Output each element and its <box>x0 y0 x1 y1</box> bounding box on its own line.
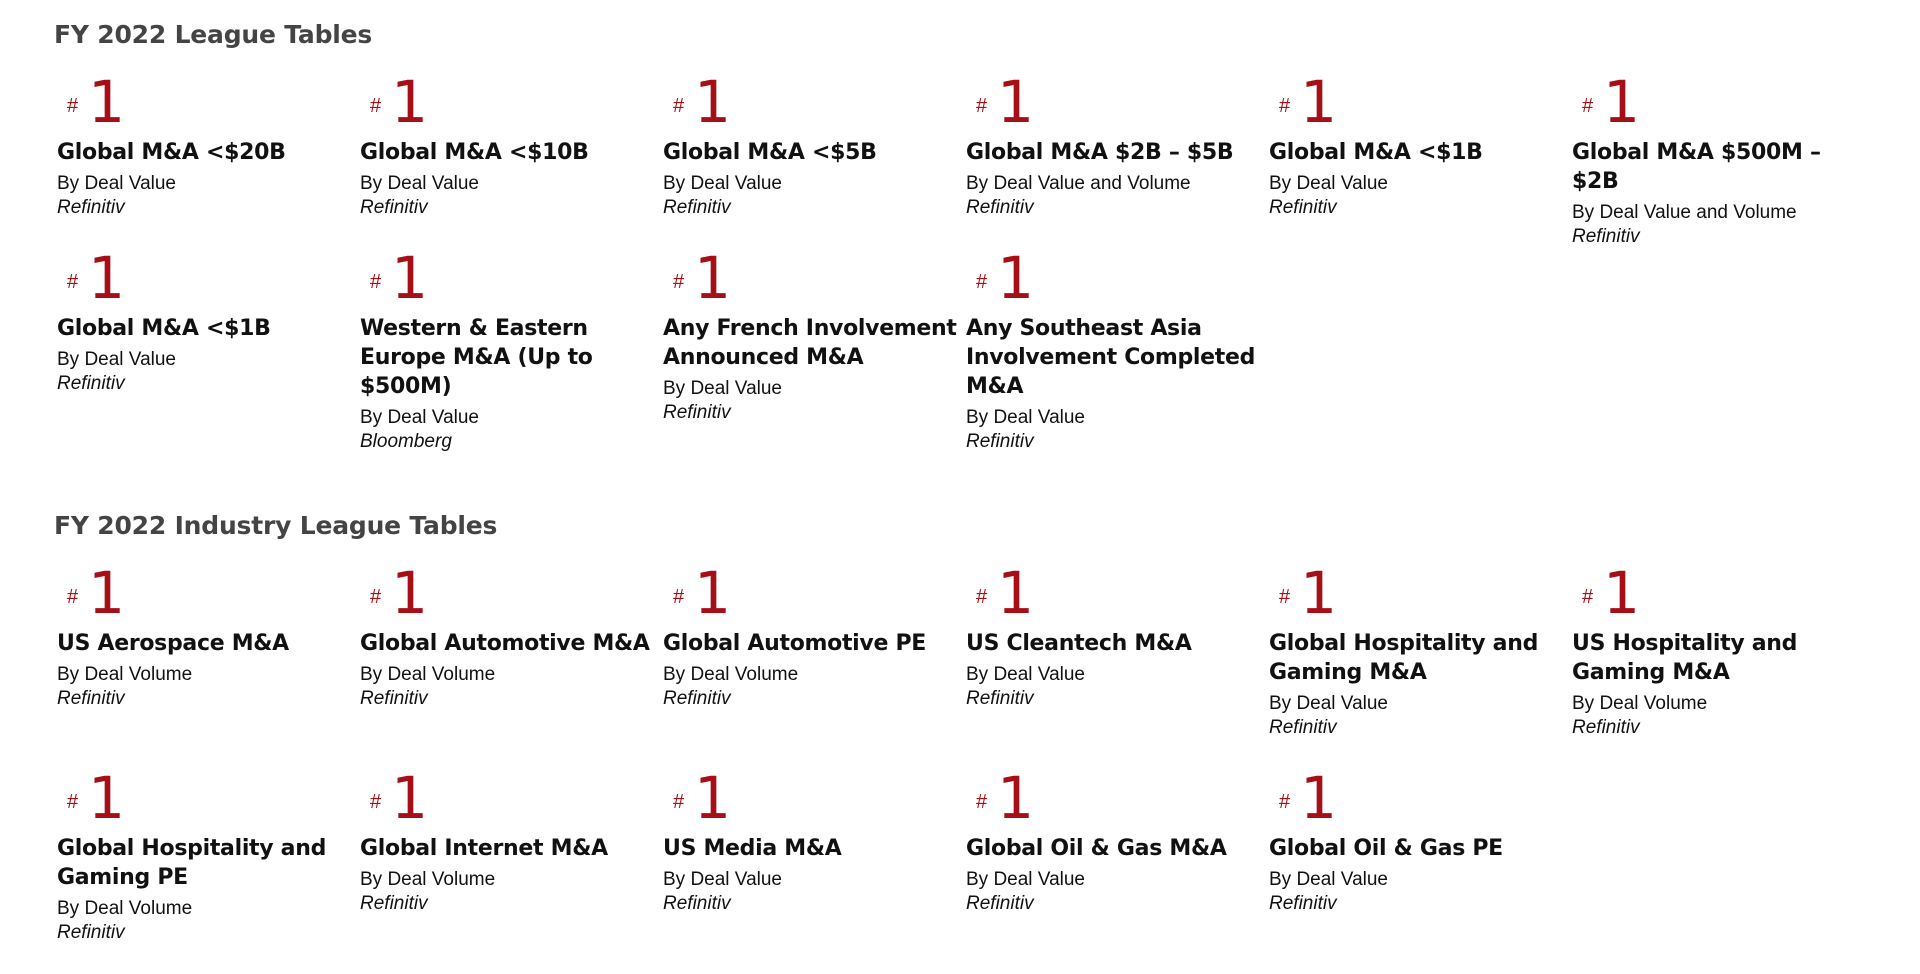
league-table-card <box>660 244 963 449</box>
card-title: Western & Eastern Europe M&A (Up to $500M) <box>360 316 593 399</box>
rank-badge <box>966 559 1266 627</box>
league-table-card <box>963 559 1266 769</box>
card-source: Refinitiv <box>360 688 428 709</box>
card-source: Refinitiv <box>663 688 731 709</box>
rank-badge <box>1572 559 1872 627</box>
rank-badge <box>57 764 357 832</box>
card-title: Global Oil & Gas PE <box>1269 836 1503 861</box>
league-table-card <box>963 68 1266 249</box>
card-source: Refinitiv <box>360 893 428 914</box>
rank-number: 1 <box>694 764 732 832</box>
card-source: Refinitiv <box>663 197 731 218</box>
rank-hash-symbol: # <box>673 791 685 813</box>
card-metric: By Deal Value <box>57 173 176 194</box>
card-title: US Hospitality and Gaming M&A <box>1572 631 1798 685</box>
card-source: Refinitiv <box>966 893 1034 914</box>
rank-hash-symbol: # <box>1279 791 1291 813</box>
card-source: Refinitiv <box>663 402 731 423</box>
card-source: Refinitiv <box>1572 717 1640 738</box>
card-title: Global Oil & Gas M&A <box>966 836 1227 861</box>
rank-hash-symbol: # <box>1582 586 1594 608</box>
league-table-card <box>357 68 660 249</box>
card-metric: By Deal Value <box>360 407 479 428</box>
card-metric: By Deal Value and Volume <box>966 173 1191 194</box>
rank-number: 1 <box>694 68 732 136</box>
league-table-card <box>660 559 963 769</box>
card-title: Global Internet M&A <box>360 836 608 861</box>
rank-badge <box>1269 559 1569 627</box>
rank-number: 1 <box>1300 559 1338 627</box>
card-source: Refinitiv <box>1572 226 1640 247</box>
card-title: Global M&A <$5B <box>663 140 877 165</box>
league-table-card <box>1266 764 1569 974</box>
rank-hash-symbol: # <box>1279 95 1291 117</box>
rank-hash-symbol: # <box>67 95 79 117</box>
rank-number: 1 <box>1300 764 1338 832</box>
card-title: Global M&A $2B – $5B <box>966 140 1234 165</box>
league-table-card <box>357 559 660 769</box>
rank-badge <box>966 68 1266 136</box>
card-metric: By Deal Value <box>663 378 782 399</box>
card-metric: By Deal Value <box>966 869 1085 890</box>
card-title: US Cleantech M&A <box>966 631 1192 656</box>
card-metric: By Deal Volume <box>360 664 496 685</box>
rank-hash-symbol: # <box>370 791 382 813</box>
card-metric: By Deal Value <box>663 869 782 890</box>
rank-hash-symbol: # <box>370 271 382 293</box>
rank-hash-symbol: # <box>673 95 685 117</box>
card-title: Global Hospitality and Gaming M&A <box>1269 631 1539 685</box>
card-source: Refinitiv <box>1269 197 1337 218</box>
card-title: Global M&A <$1B <box>1269 140 1483 165</box>
league-table-card <box>1266 559 1569 769</box>
rank-number: 1 <box>997 244 1035 312</box>
card-source: Refinitiv <box>360 197 428 218</box>
rank-hash-symbol: # <box>673 271 685 293</box>
rank-badge <box>1269 764 1569 832</box>
league-table-card <box>660 764 963 974</box>
rank-hash-symbol: # <box>976 271 988 293</box>
rank-hash-symbol: # <box>673 586 685 608</box>
league-table-card <box>1569 559 1872 769</box>
card-title: Global M&A <$1B <box>57 316 271 341</box>
league-table-card <box>1266 68 1569 249</box>
card-source: Refinitiv <box>57 373 125 394</box>
card-metric: By Deal Volume <box>663 664 799 685</box>
rank-number: 1 <box>997 764 1035 832</box>
rank-number: 1 <box>1603 559 1641 627</box>
rank-number: 1 <box>1603 68 1641 136</box>
league-table-card <box>54 244 357 449</box>
card-metric: By Deal Value <box>1269 693 1388 714</box>
industry-league-tables-grid <box>54 559 1874 974</box>
rank-badge <box>360 559 660 627</box>
league-table-card <box>54 68 357 249</box>
card-metric: By Deal Volume <box>57 898 193 919</box>
rank-number: 1 <box>88 68 126 136</box>
card-title: Global M&A <$20B <box>57 140 286 165</box>
card-source: Refinitiv <box>966 197 1034 218</box>
rank-badge <box>966 244 1266 312</box>
rank-number: 1 <box>997 559 1035 627</box>
rank-badge <box>663 244 963 312</box>
rank-badge <box>360 244 660 312</box>
card-metric: By Deal Value <box>1269 173 1388 194</box>
league-tables-grid <box>54 68 1874 452</box>
card-source: Refinitiv <box>1269 893 1337 914</box>
card-title: US Aerospace M&A <box>57 631 289 656</box>
rank-badge <box>663 764 963 832</box>
rank-badge <box>1269 68 1569 136</box>
card-source: Refinitiv <box>57 922 125 943</box>
rank-hash-symbol: # <box>976 95 988 117</box>
card-title: Global M&A $500M – $2B <box>1572 140 1821 194</box>
card-metric: By Deal Value and Volume <box>1572 202 1797 223</box>
card-metric: By Deal Value <box>966 407 1085 428</box>
rank-hash-symbol: # <box>67 271 79 293</box>
card-title: Global Automotive PE <box>663 631 926 656</box>
rank-hash-symbol: # <box>1582 95 1594 117</box>
rank-badge <box>966 764 1266 832</box>
card-source: Refinitiv <box>663 893 731 914</box>
rank-hash-symbol: # <box>370 95 382 117</box>
card-title: US Media M&A <box>663 836 842 861</box>
rank-badge <box>57 68 357 136</box>
rank-number: 1 <box>88 764 126 832</box>
card-metric: By Deal Volume <box>57 664 193 685</box>
league-table-card <box>357 244 660 452</box>
rank-hash-symbol: # <box>976 791 988 813</box>
league-table-card <box>357 764 660 974</box>
league-table-card <box>54 764 357 974</box>
rank-badge <box>663 559 963 627</box>
card-metric: By Deal Value <box>1269 869 1388 890</box>
league-tables-section <box>54 20 1874 452</box>
league-table-card <box>1569 68 1872 249</box>
rank-number: 1 <box>391 764 429 832</box>
rank-number: 1 <box>997 68 1035 136</box>
rank-hash-symbol: # <box>1279 586 1291 608</box>
card-metric: By Deal Value <box>966 664 1085 685</box>
card-source: Refinitiv <box>1269 717 1337 738</box>
industry-league-tables-section <box>54 511 1874 974</box>
card-metric: By Deal Value <box>360 173 479 194</box>
rank-number: 1 <box>694 244 732 312</box>
rank-badge <box>57 244 357 312</box>
section-title: FY 2022 Industry League Tables <box>54 511 498 540</box>
rank-hash-symbol: # <box>976 586 988 608</box>
card-source: Bloomberg <box>360 431 452 452</box>
rank-badge <box>360 68 660 136</box>
rank-number: 1 <box>88 559 126 627</box>
card-source: Refinitiv <box>57 197 125 218</box>
card-metric: By Deal Value <box>663 173 782 194</box>
card-title: Any Southeast Asia Involvement Completed M&A <box>966 316 1256 399</box>
card-title: Global Hospitality and Gaming PE <box>57 836 327 890</box>
rank-number: 1 <box>1300 68 1338 136</box>
card-metric: By Deal Volume <box>1572 693 1708 714</box>
rank-badge <box>57 559 357 627</box>
section-title: FY 2022 League Tables <box>54 20 373 49</box>
card-source: Refinitiv <box>57 688 125 709</box>
rank-badge <box>360 764 660 832</box>
rank-number: 1 <box>391 559 429 627</box>
card-title: Global M&A <$10B <box>360 140 589 165</box>
card-metric: By Deal Volume <box>360 869 496 890</box>
rank-number: 1 <box>88 244 126 312</box>
card-title: Global Automotive M&A <box>360 631 650 656</box>
league-table-card <box>963 244 1266 452</box>
rank-badge <box>663 68 963 136</box>
card-source: Refinitiv <box>966 688 1034 709</box>
league-table-card <box>54 559 357 769</box>
league-table-card <box>963 764 1266 974</box>
rank-number: 1 <box>391 68 429 136</box>
card-source: Refinitiv <box>966 431 1034 452</box>
rank-number: 1 <box>391 244 429 312</box>
card-title: Any French Involvement Announced M&A <box>663 316 957 370</box>
rank-hash-symbol: # <box>370 586 382 608</box>
rank-badge <box>1572 68 1872 136</box>
card-metric: By Deal Value <box>57 349 176 370</box>
rank-hash-symbol: # <box>67 586 79 608</box>
league-table-card <box>660 68 963 249</box>
rank-number: 1 <box>694 559 732 627</box>
rank-hash-symbol: # <box>67 791 79 813</box>
